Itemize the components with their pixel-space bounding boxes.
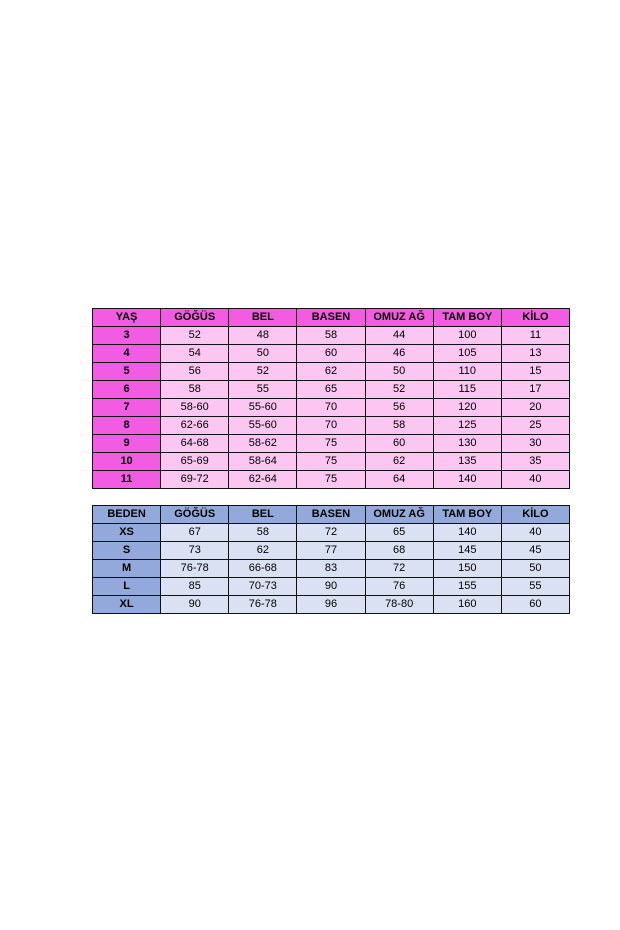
table-cell: 160 bbox=[433, 596, 501, 614]
table-cell: 140 bbox=[433, 471, 501, 489]
table-cell: 13 bbox=[501, 345, 569, 363]
column-header: GÖĞÜS bbox=[161, 506, 229, 524]
table-cell: 35 bbox=[501, 453, 569, 471]
table-cell: 48 bbox=[229, 327, 297, 345]
table-cell: 70 bbox=[297, 399, 365, 417]
table-row bbox=[93, 417, 570, 435]
table-cell: 44 bbox=[365, 327, 433, 345]
table-cell: 73 bbox=[161, 542, 229, 560]
table-cell: 45 bbox=[501, 542, 569, 560]
table-cell: 75 bbox=[297, 471, 365, 489]
table-row bbox=[93, 560, 570, 578]
table-cell: 20 bbox=[501, 399, 569, 417]
table-cell: 62 bbox=[297, 363, 365, 381]
row-key-cell: L bbox=[93, 578, 161, 596]
table-cell: 68 bbox=[365, 542, 433, 560]
table-cell: 58-62 bbox=[229, 435, 297, 453]
table-cell: 55-60 bbox=[229, 399, 297, 417]
table-cell: 66-68 bbox=[229, 560, 297, 578]
table-cell: 105 bbox=[433, 345, 501, 363]
table-cell: 40 bbox=[501, 524, 569, 542]
table-cell: 55-60 bbox=[229, 417, 297, 435]
table-cell: 17 bbox=[501, 381, 569, 399]
table-cell: 58 bbox=[365, 417, 433, 435]
table-cell: 52 bbox=[229, 363, 297, 381]
table-row bbox=[93, 345, 570, 363]
table-cell: 58 bbox=[229, 524, 297, 542]
table-cell: 58-64 bbox=[229, 453, 297, 471]
table-cell: 110 bbox=[433, 363, 501, 381]
row-key-cell: 3 bbox=[93, 327, 161, 345]
row-key-cell: S bbox=[93, 542, 161, 560]
table-cell: 140 bbox=[433, 524, 501, 542]
table-cell: 72 bbox=[365, 560, 433, 578]
table-cell: 135 bbox=[433, 453, 501, 471]
table-cell: 67 bbox=[161, 524, 229, 542]
table-row bbox=[93, 578, 570, 596]
table-cell: 78-80 bbox=[365, 596, 433, 614]
table-cell: 64 bbox=[365, 471, 433, 489]
table-cell: 62-66 bbox=[161, 417, 229, 435]
header-row bbox=[93, 309, 570, 327]
table-row bbox=[93, 524, 570, 542]
column-header: TAM BOY bbox=[433, 309, 501, 327]
column-header: YAŞ bbox=[93, 309, 161, 327]
table-cell: 60 bbox=[297, 345, 365, 363]
table-cell: 64-68 bbox=[161, 435, 229, 453]
table-cell: 62-64 bbox=[229, 471, 297, 489]
table-cell: 125 bbox=[433, 417, 501, 435]
table-row bbox=[93, 363, 570, 381]
table-cell: 70 bbox=[297, 417, 365, 435]
row-key-cell: XL bbox=[93, 596, 161, 614]
table-cell: 52 bbox=[365, 381, 433, 399]
table-cell: 50 bbox=[501, 560, 569, 578]
column-header: BEL bbox=[229, 309, 297, 327]
table-cell: 15 bbox=[501, 363, 569, 381]
table-cell: 58-60 bbox=[161, 399, 229, 417]
column-header: BASEN bbox=[297, 309, 365, 327]
table-cell: 50 bbox=[365, 363, 433, 381]
column-header: BEL bbox=[229, 506, 297, 524]
row-key-cell: M bbox=[93, 560, 161, 578]
column-header: KİLO bbox=[501, 309, 569, 327]
table-cell: 75 bbox=[297, 435, 365, 453]
table-cell: 155 bbox=[433, 578, 501, 596]
table-cell: 55 bbox=[229, 381, 297, 399]
table-cell: 145 bbox=[433, 542, 501, 560]
table-row bbox=[93, 327, 570, 345]
table-cell: 55 bbox=[501, 578, 569, 596]
row-key-cell: 8 bbox=[93, 417, 161, 435]
age-table-body bbox=[93, 309, 570, 489]
table-cell: 40 bbox=[501, 471, 569, 489]
row-key-cell: 11 bbox=[93, 471, 161, 489]
size-table-body bbox=[93, 506, 570, 614]
table-cell: 83 bbox=[297, 560, 365, 578]
table-cell: 11 bbox=[501, 327, 569, 345]
row-key-cell: 4 bbox=[93, 345, 161, 363]
table-cell: 56 bbox=[161, 363, 229, 381]
table-cell: 69-72 bbox=[161, 471, 229, 489]
table-row bbox=[93, 453, 570, 471]
table-row bbox=[93, 399, 570, 417]
table-row bbox=[93, 471, 570, 489]
table-cell: 56 bbox=[365, 399, 433, 417]
table-row bbox=[93, 435, 570, 453]
table-row bbox=[93, 542, 570, 560]
table-cell: 30 bbox=[501, 435, 569, 453]
column-header: OMUZ AĞ bbox=[365, 506, 433, 524]
table-cell: 72 bbox=[297, 524, 365, 542]
table-cell: 60 bbox=[501, 596, 569, 614]
table-cell: 75 bbox=[297, 453, 365, 471]
column-header: OMUZ AĞ bbox=[365, 309, 433, 327]
table-cell: 50 bbox=[229, 345, 297, 363]
row-key-cell: XS bbox=[93, 524, 161, 542]
table-cell: 58 bbox=[297, 327, 365, 345]
column-header: TAM BOY bbox=[433, 506, 501, 524]
table-cell: 96 bbox=[297, 596, 365, 614]
table-cell: 90 bbox=[161, 596, 229, 614]
header-row bbox=[93, 506, 570, 524]
table-row bbox=[93, 596, 570, 614]
column-header: BASEN bbox=[297, 506, 365, 524]
table-cell: 76-78 bbox=[161, 560, 229, 578]
table-row bbox=[93, 381, 570, 399]
table-cell: 46 bbox=[365, 345, 433, 363]
adult-size-table bbox=[92, 505, 570, 614]
table-cell: 54 bbox=[161, 345, 229, 363]
table-cell: 62 bbox=[229, 542, 297, 560]
table-cell: 65 bbox=[297, 381, 365, 399]
table-cell: 76 bbox=[365, 578, 433, 596]
row-key-cell: 7 bbox=[93, 399, 161, 417]
table-cell: 52 bbox=[161, 327, 229, 345]
row-key-cell: 10 bbox=[93, 453, 161, 471]
table-cell: 25 bbox=[501, 417, 569, 435]
table-cell: 76-78 bbox=[229, 596, 297, 614]
column-header: BEDEN bbox=[93, 506, 161, 524]
row-key-cell: 5 bbox=[93, 363, 161, 381]
table-cell: 90 bbox=[297, 578, 365, 596]
age-size-table bbox=[92, 308, 570, 489]
row-key-cell: 6 bbox=[93, 381, 161, 399]
table-cell: 62 bbox=[365, 453, 433, 471]
row-key-cell: 9 bbox=[93, 435, 161, 453]
table-cell: 150 bbox=[433, 560, 501, 578]
table-cell: 77 bbox=[297, 542, 365, 560]
table-cell: 65-69 bbox=[161, 453, 229, 471]
table-cell: 70-73 bbox=[229, 578, 297, 596]
column-header: KİLO bbox=[501, 506, 569, 524]
table-cell: 120 bbox=[433, 399, 501, 417]
table-cell: 115 bbox=[433, 381, 501, 399]
table-cell: 60 bbox=[365, 435, 433, 453]
table-cell: 65 bbox=[365, 524, 433, 542]
table-cell: 85 bbox=[161, 578, 229, 596]
column-header: GÖĞÜS bbox=[161, 309, 229, 327]
table-cell: 58 bbox=[161, 381, 229, 399]
table-cell: 130 bbox=[433, 435, 501, 453]
table-cell: 100 bbox=[433, 327, 501, 345]
